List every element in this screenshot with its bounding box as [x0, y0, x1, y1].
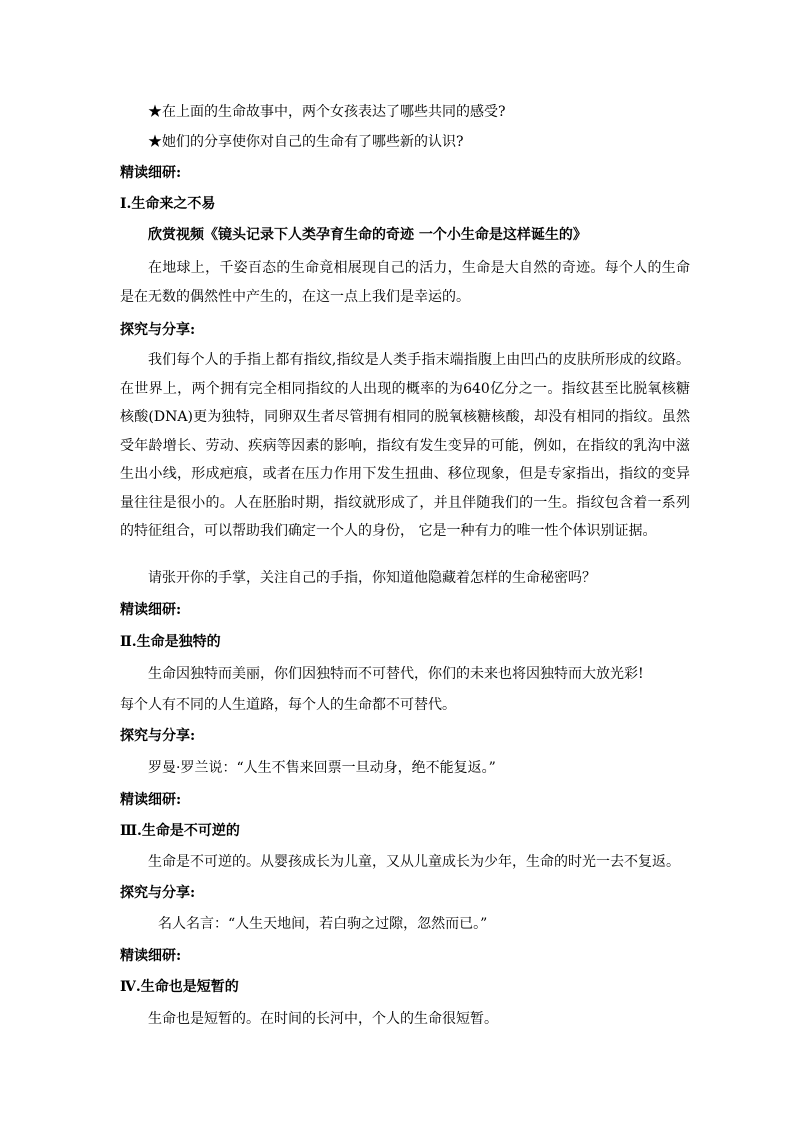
irreversible-line: 生命是不可逆的。从婴孩成长为儿童，又从儿童成长为少年，生命的时光一去不复返。	[148, 854, 680, 870]
section-label-jingdu: 精读细研:	[120, 165, 182, 181]
heading-part4: Ⅳ.生命也是短暂的	[120, 979, 239, 995]
section-label-tanjiu: 探究与分享:	[120, 322, 196, 338]
paragraph-fingerprint: 我们每个人的手指上都有指纹,指纹是人类手指末端指腹上由凹凸的皮肤所形成的纹路。在世界上，两个拥有完全相同指纹的人出现的概率的为640亿分之一。指纹甚至比脱氧核糖核酸(DNA)更为独特，同卵双生者尽管拥有相同的脱氧核糖核酸，却没有相同的指纹。虽然受年龄增长、劳动、疾病等因素的影响，指纹有发生变异的可能，例如，在指纹的乳沟中滋生出小线，形成疤痕，或者在压力作用下发生扭曲、移位现象，但是专家指出，指纹的变异量往往是很小的。人在胚胎时期，指纹就形成了，并且伴随我们的一生。指纹包含着一系列的特征组合，可以帮助我们确定一个人的身份， 它是一种有力的唯一性个体识别证据。	[120, 352, 690, 539]
prompt-palm: 请张开你的手掌，关注自己的手指，你知道他隐藏着怎样的生命秘密吗？	[148, 570, 596, 586]
unique-line-1: 生命因独特而美丽，你们因独特而不可替代，你们的未来也将因独特而大放光彩!	[148, 666, 644, 682]
heading-part3: Ⅲ.生命是不可逆的	[120, 823, 240, 839]
quote-romain-rolland: 罗曼·罗兰说：“人生不售来回票一旦动身，绝不能复返。”	[148, 760, 496, 776]
section-label-jingdu: 精读细研:	[120, 602, 182, 618]
section-label-tanjiu: 探究与分享:	[120, 885, 196, 901]
video-title: 欣赏视频《镜头记录下人类孕育生命的奇迹 一个小生命是这样诞生的》	[148, 227, 587, 243]
unique-line-2: 每个人有不同的人生道路，每个人的生命都不可替代。	[120, 697, 456, 713]
paragraph-life-miracle: 在地球上，千姿百态的生命竟相展现自己的活力，生命是大自然的奇迹。每个人的生命是在无数的偶然性中产生的，在这一点上我们是幸运的。	[120, 260, 690, 305]
section-label-jingdu: 精读细研:	[120, 948, 182, 964]
quote-famous: 名人名言：“人生天地间，若白驹之过隙，忽然而已。”	[158, 916, 488, 932]
short-life-line: 生命也是短暂的。在时间的长河中，个人的生命很短暂。	[148, 1011, 498, 1027]
section-label-tanjiu: 探究与分享:	[120, 728, 196, 744]
heading-part1: Ⅰ.生命来之不易	[120, 196, 216, 212]
question-1: ★在上面的生命故事中，两个女孩表达了哪些共同的感受?	[148, 104, 506, 120]
question-2: ★她们的分享使你对自己的生命有了哪些新的认识?	[148, 134, 464, 150]
heading-part2: Ⅱ.生命是独特的	[120, 634, 221, 650]
section-label-jingdu: 精读细研:	[120, 792, 182, 808]
